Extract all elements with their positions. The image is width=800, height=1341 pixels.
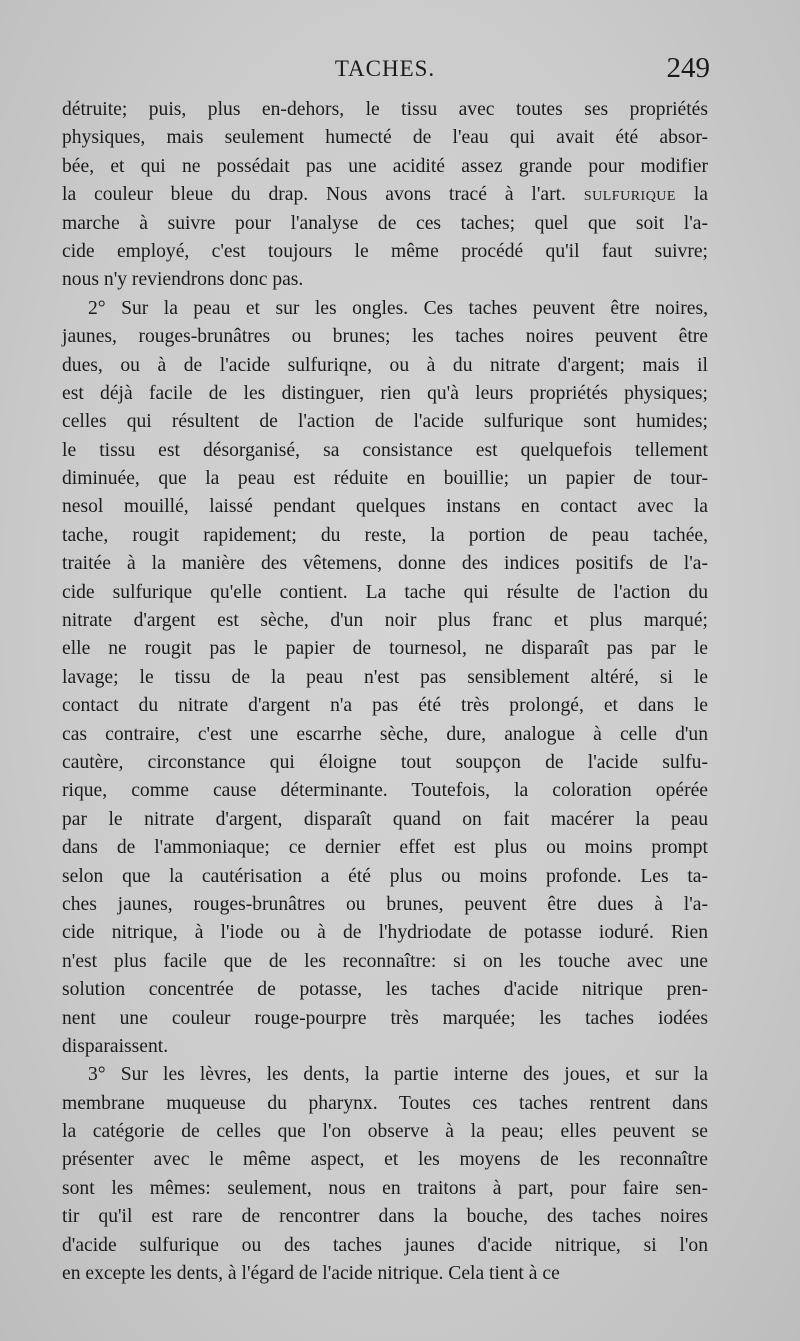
text-line bbox=[62, 1203, 708, 1231]
text-line bbox=[62, 408, 708, 436]
line-text-tail: la bbox=[675, 184, 708, 206]
body-text bbox=[62, 96, 708, 1288]
text-line bbox=[62, 266, 708, 294]
paragraph bbox=[62, 295, 708, 1062]
line-text: est déjà facile de les distinguer, rien qu'à leurs propriétés physiques; bbox=[62, 382, 708, 404]
text-line bbox=[62, 749, 708, 777]
text-line bbox=[62, 437, 708, 465]
line-text: dans de l'ammoniaque; ce dernier effet est plus ou moins prompt bbox=[62, 837, 708, 859]
line-text: membrane muqueuse du pharynx. Toutes ces taches rentrent dans bbox=[62, 1092, 708, 1114]
text-line bbox=[62, 1033, 708, 1061]
text-line bbox=[62, 96, 708, 124]
text-line bbox=[62, 323, 708, 351]
line-text: nent une couleur rouge-pourpre très marquée; les taches iodées bbox=[62, 1007, 708, 1029]
text-line bbox=[62, 806, 708, 834]
text-line bbox=[62, 1232, 708, 1260]
text-line bbox=[62, 919, 708, 947]
running-title: TACHES. bbox=[334, 56, 436, 81]
line-text: lavage; le tissu de la peau n'est pas sensiblement altéré, si le bbox=[62, 666, 708, 688]
line-text: cide nitrique, à l'iode ou à de l'hydriodate de potasse ioduré. Rien bbox=[62, 922, 708, 944]
text-line bbox=[62, 352, 708, 380]
text-line bbox=[62, 1175, 708, 1203]
text-line bbox=[62, 238, 708, 266]
text-line bbox=[62, 777, 708, 805]
line-text: sont les mêmes: seulement, nous en traitons à part, pour faire sen- bbox=[62, 1177, 708, 1199]
text-line bbox=[62, 465, 708, 493]
line-text: 3° Sur les lèvres, les dents, la partie interne des joues, et sur la bbox=[88, 1064, 708, 1086]
text-line bbox=[62, 1146, 708, 1174]
line-text: rique, comme cause déterminante. Toutefois, la coloration opérée bbox=[62, 780, 708, 802]
text-line bbox=[62, 522, 708, 550]
text-line bbox=[62, 635, 708, 663]
line-text: marche à suivre pour l'analyse de ces taches; quel que soit l'a- bbox=[62, 212, 708, 234]
line-text: cas contraire, c'est une escarrhe sèche, dure, analogue à celle d'un bbox=[62, 723, 708, 745]
text-line bbox=[62, 380, 708, 408]
text-line bbox=[62, 550, 708, 578]
text-line bbox=[62, 863, 708, 891]
line-text: traitée à la manière des vêtemens, donne des indices positifs de l'a- bbox=[62, 553, 708, 575]
line-text: ches jaunes, rouges-brunâtres ou brunes, peuvent être dues à l'a- bbox=[62, 893, 708, 915]
line-text: le tissu est désorganisé, sa consistance est quelquefois tellement bbox=[62, 439, 708, 461]
text-line bbox=[62, 210, 708, 238]
text-line bbox=[62, 1118, 708, 1146]
line-text: solution concentrée de potasse, les taches d'acide nitrique pren- bbox=[62, 979, 708, 1001]
text-line bbox=[62, 1260, 708, 1288]
text-line bbox=[62, 607, 708, 635]
line-text: disparaissent. bbox=[62, 1035, 169, 1057]
line-text: tir qu'il est rare de rencontrer dans la bouche, des taches noires bbox=[62, 1206, 708, 1228]
line-text: d'acide sulfurique ou des taches jaunes d'acide nitrique, si l'on bbox=[62, 1234, 708, 1256]
line-text: celles qui résultent de l'action de l'acide sulfurique sont humides; bbox=[62, 411, 708, 433]
line-text: nous n'y reviendrons donc pas. bbox=[62, 269, 304, 291]
text-line bbox=[62, 834, 708, 862]
line-text: détruite; puis, plus en-dehors, le tissu avec toutes ses propriétés bbox=[62, 99, 708, 120]
line-text: tache, rougit rapidement; du reste, la portion de peau tachée, bbox=[62, 524, 708, 546]
line-text: cide sulfurique qu'elle contient. La tache qui résulte de l'action du bbox=[62, 581, 708, 603]
text-line bbox=[62, 493, 708, 521]
line-text: la catégorie de celles que l'on observe à la peau; elles peuvent se bbox=[62, 1121, 708, 1143]
text-line bbox=[62, 1090, 708, 1118]
line-text: jaunes, rouges-brunâtres ou brunes; les taches noires peuvent être bbox=[62, 326, 708, 348]
text-line bbox=[62, 721, 708, 749]
text-line bbox=[62, 124, 708, 152]
line-text: la couleur bleue du drap. Nous avons tracé à l'art. bbox=[62, 184, 584, 206]
line-text: n'est plus facile que de les reconnaître: si on les touche avec une bbox=[62, 950, 708, 972]
paragraph bbox=[62, 1061, 708, 1288]
page-header bbox=[60, 52, 710, 92]
text-line bbox=[62, 1005, 708, 1033]
line-text: nesol mouillé, laissé pendant quelques instans en contact avec la bbox=[62, 496, 708, 518]
line-text: nitrate d'argent est sèche, d'un noir plus franc et plus marqué; bbox=[62, 610, 708, 632]
text-line bbox=[62, 891, 708, 919]
line-text: selon que la cautérisation a été plus ou moins profonde. Les ta- bbox=[62, 865, 708, 887]
line-text: cide employé, c'est toujours le même procédé qu'il faut suivre; bbox=[62, 240, 708, 262]
line-text: dues, ou à de l'acide sulfuriqne, ou à du nitrate d'argent; mais il bbox=[62, 354, 708, 376]
text-line bbox=[62, 295, 708, 323]
text-line bbox=[62, 948, 708, 976]
line-text: contact du nitrate d'argent n'a pas été très prolongé, et dans le bbox=[62, 695, 708, 717]
text-line bbox=[62, 1061, 708, 1089]
paragraph bbox=[62, 96, 708, 295]
line-text: 2° Sur la peau et sur les ongles. Ces taches peuvent être noires, bbox=[88, 297, 708, 319]
line-text: diminuée, que la peau est réduite en bouillie; un papier de tour- bbox=[62, 468, 708, 490]
text-line bbox=[62, 181, 708, 209]
small-caps-reference: sulfurique bbox=[583, 184, 676, 206]
line-text: cautère, circonstance qui éloigne tout soupçon de l'acide sulfu- bbox=[62, 751, 708, 773]
text-line bbox=[62, 692, 708, 720]
text-line bbox=[62, 153, 708, 181]
line-text: bée, et qui ne possédait pas une acidité assez grande pour modifier bbox=[62, 155, 708, 177]
line-text: en excepte les dents, à l'égard de l'acide nitrique. Cela tient à ce bbox=[62, 1263, 560, 1285]
line-text: présenter avec le même aspect, et les moyens de les reconnaître bbox=[62, 1149, 708, 1171]
line-text: physiques, mais seulement humecté de l'eau qui avait été absor- bbox=[62, 127, 708, 149]
text-line bbox=[62, 579, 708, 607]
line-text: par le nitrate d'argent, disparaît quand on fait macérer la peau bbox=[62, 808, 708, 830]
line-text: elle ne rougit pas le papier de tournesol, ne disparaît pas par le bbox=[62, 638, 708, 660]
text-line bbox=[62, 664, 708, 692]
text-line bbox=[62, 976, 708, 1004]
page-number: 249 bbox=[666, 52, 710, 84]
